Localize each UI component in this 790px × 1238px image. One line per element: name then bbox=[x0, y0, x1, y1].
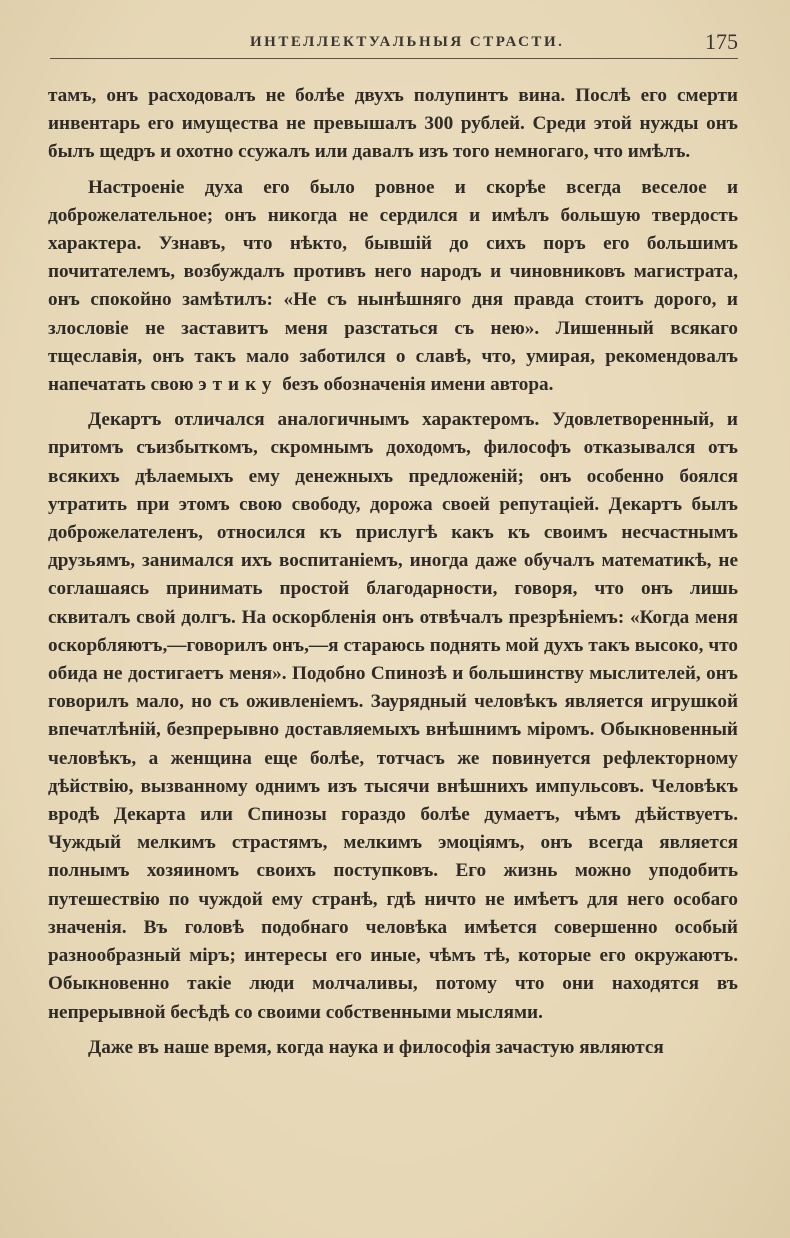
page-header bbox=[50, 28, 738, 58]
emphasized-word: этику bbox=[198, 374, 278, 396]
page-number: 175 bbox=[705, 29, 738, 54]
paragraph-1: тамъ, онъ расходовалъ не болѣе двухъ полупинтъ вина. Послѣ его смерти инвентарь его имущества не превышалъ 300 рублей. Среди этой нужды онъ былъ щедръ и охотно ссужалъ или давалъ изъ того немногаго, что имѣлъ. bbox=[48, 85, 738, 163]
paragraph-2-text: Настроеніе духа его было ровное и скорѣе всегда веселое и доброжелательное; онъ никогда не сердился и имѣлъ большую твердость характера. Узнавъ, что нѣкто, бывшій до сихъ поръ его большимъ почитателемъ, возбуждалъ противъ него народъ и чиновниковъ магистрата, онъ спокойно замѣтилъ: «Не съ нынѣшняго дня правда стоитъ дорого, и злословіе не заставитъ меня разстаться съ нею». Лишенный всякаго тщеславія, онъ такъ мало заботился о славѣ, что, умирая, рекомендовалъ напечатать свою bbox=[48, 176, 738, 396]
running-title: ИНТЕЛЛЕКТУАЛЬНЫЯ СТРАСТИ. bbox=[250, 34, 565, 50]
paragraph-4: Даже въ наше время, когда наука и философія зачастую являются bbox=[88, 1036, 664, 1058]
body-text bbox=[48, 82, 738, 1069]
header-rule bbox=[50, 58, 738, 59]
paragraph-3: Декартъ отличался аналогичнымъ характеромъ. Удовлетворенный, и притомъ съизбыткомъ, скромнымъ доходомъ, философъ отказывался отъ всякихъ дѣлаемыхъ ему денежныхъ предложеній; онъ особенно боялся утратить при этомъ свою свободу, дорожа своей репутаціей. Декартъ былъ доброжелателенъ, относился къ прислугѣ какъ къ своимъ несчастнымъ друзьямъ, занимался ихъ воспитаніемъ, иногда даже обучалъ математикѣ, не соглашаясь принимать простой благодарности, говоря, что онъ лишь сквиталъ свой долгъ. На оскорбленія онъ отвѣчалъ презрѣніемъ: «Когда меня оскорбляютъ,—говорилъ онъ,—я стараюсь поднять мой духъ такъ высоко, что обида не достигаетъ меня». Подобно Спинозѣ и большинству мыслителей, онъ говорилъ мало, но съ оживленіемъ. Заурядный человѣкъ является игрушкой впечатлѣній, безпрерывно доставляемыхъ внѣшнимъ міромъ. Обыкновенный человѣкъ, а женщина еще болѣе, тотчасъ же повинуется рефлекторному дѣйствію, вызванному однимъ изъ тысячи внѣшнихъ импульсовъ. Человѣкъ вродѣ Декарта или Спинозы гораздо болѣе думаетъ, чѣмъ дѣйствуетъ. Чуждый мелкимъ страстямъ, мелкимъ эмоціямъ, онъ всегда является полнымъ хозяиномъ своихъ поступковъ. Его жизнь можно уподобить путешествію по чуждой ему странѣ, гдѣ ничто не имѣетъ для него особаго значенія. Въ головѣ подобнаго человѣка имѣется совершенно особый разнообразный міръ; интересы его иные, чѣмъ тѣ, которые его окружаютъ. Обыкновенно такіе люди молчаливы, потому что они находятся въ непрерывной бесѣдѣ со своими собственными мыслями. bbox=[48, 409, 738, 1023]
paragraph-2-ending: безъ обозначенія имени автора. bbox=[277, 374, 554, 396]
paragraph-2 bbox=[48, 174, 738, 400]
